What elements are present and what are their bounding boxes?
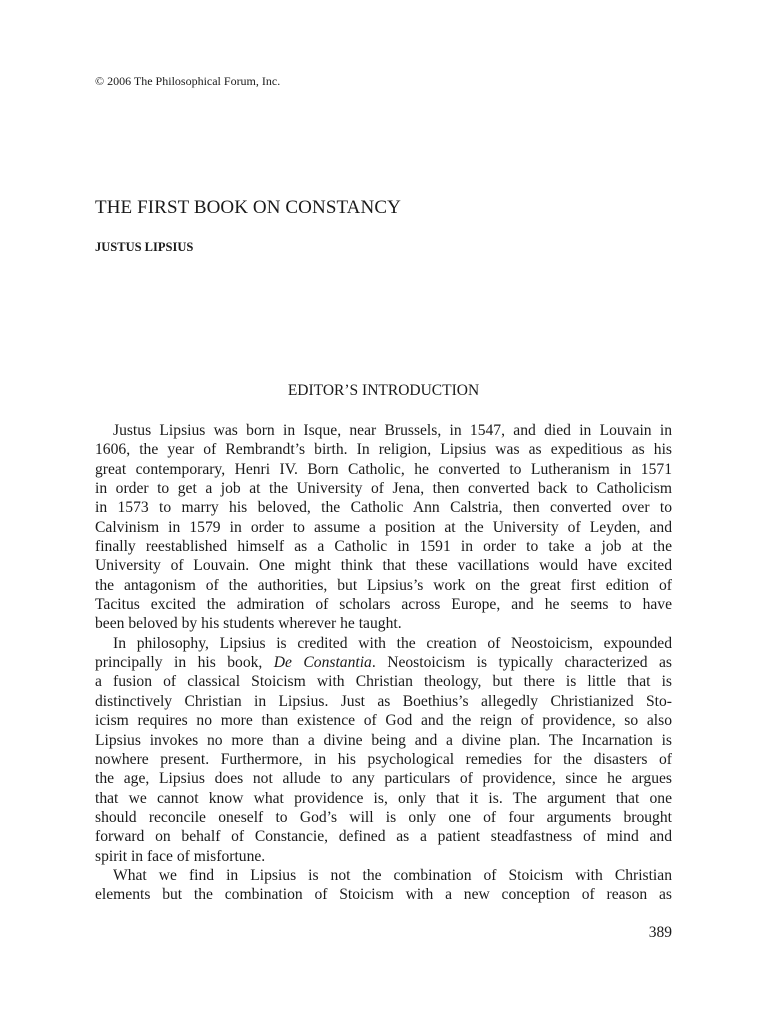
page-number: 389: [648, 924, 672, 941]
text-line: Justus Lipsius was born in Isque, near Brussels, in 1547, and died in Louvain in: [113, 422, 672, 439]
text-line: University of Louvain. One might think that these vacillations would have excited: [95, 557, 672, 575]
text-line: a fusion of classical Stoicism with Christian theology, but there is little that is: [95, 673, 672, 691]
text-line: the antagonism of the authorities, but Lipsius’s work on the great first edition of: [95, 576, 672, 594]
book-title-italic: De Constantia: [273, 654, 372, 672]
copyright-notice: © 2006 The Philosophical Forum, Inc.: [95, 74, 281, 88]
text-line: Lipsius invokes no more than a divine being and a divine plan. The Incarnation is: [95, 731, 672, 749]
text-line: the age, Lipsius does not allude to any particulars of providence, since he argues: [95, 770, 672, 788]
text-line: in order to get a job at the University of Jena, then converted back to Catholicism: [95, 480, 672, 498]
text-line: great contemporary, Henri IV. Born Catholic, he converted to Lutheranism in 1571: [95, 460, 672, 478]
text-line: spirit in face of misfortune.: [95, 847, 266, 865]
article-title: THE FIRST BOOK ON CONSTANCY: [95, 197, 401, 218]
text-line: icism requires no more than existence of God and the reign of providence, so also: [95, 712, 672, 730]
text-line: Calvinism in 1579 in order to assume a position at the University of Leyden, and: [95, 518, 672, 536]
paragraph-3: [95, 866, 672, 905]
text-line: that we cannot know what providence is, only that it is. The argument that one: [95, 789, 672, 807]
section-heading: EDITOR’S INTRODUCTION: [287, 382, 480, 399]
text-line: should reconcile oneself to God’s will is only one of four arguments brought: [95, 808, 672, 826]
text-line: In philosophy, Lipsius is credited with the creation of Neostoicism, expounded: [113, 634, 672, 652]
text-line: [95, 653, 672, 672]
text-line: in 1573 to marry his beloved, the Catholic Ann Calstria, then converted over to: [95, 499, 672, 517]
text-line: What we find in Lipsius is not the combination of Stoicism with Christian: [113, 866, 672, 884]
text-line: Tacitus excited the admiration of scholars across Europe, and he seems to have: [95, 596, 672, 614]
text-segment: . Neostoicism is typically characterized as: [371, 654, 672, 672]
paragraph-1: [95, 421, 672, 634]
text-line: distinctively Christian in Lipsius. Just as Boethius’s allegedly Christianized Sto-: [95, 692, 672, 710]
text-segment: principally in his book,: [95, 654, 274, 672]
text-line: forward on behalf of Constancie, defined as a patient steadfastness of mind and: [95, 828, 672, 846]
text-line: nowhere present. Furthermore, in his psychological remedies for the disasters of: [95, 750, 672, 768]
paragraph-2: [95, 634, 672, 866]
text-line: finally reestablished himself as a Catholic in 1591 in order to take a job at the: [95, 538, 672, 556]
author-name: JUSTUS LIPSIUS: [95, 240, 194, 254]
text-line: 1606, the year of Rembrandt’s birth. In religion, Lipsius was as expeditious as his: [95, 441, 672, 459]
body-text: [95, 421, 672, 905]
text-line: elements but the combination of Stoicism with a new conception of reason as: [95, 886, 672, 904]
text-line: been beloved by his students wherever he taught.: [95, 615, 402, 633]
